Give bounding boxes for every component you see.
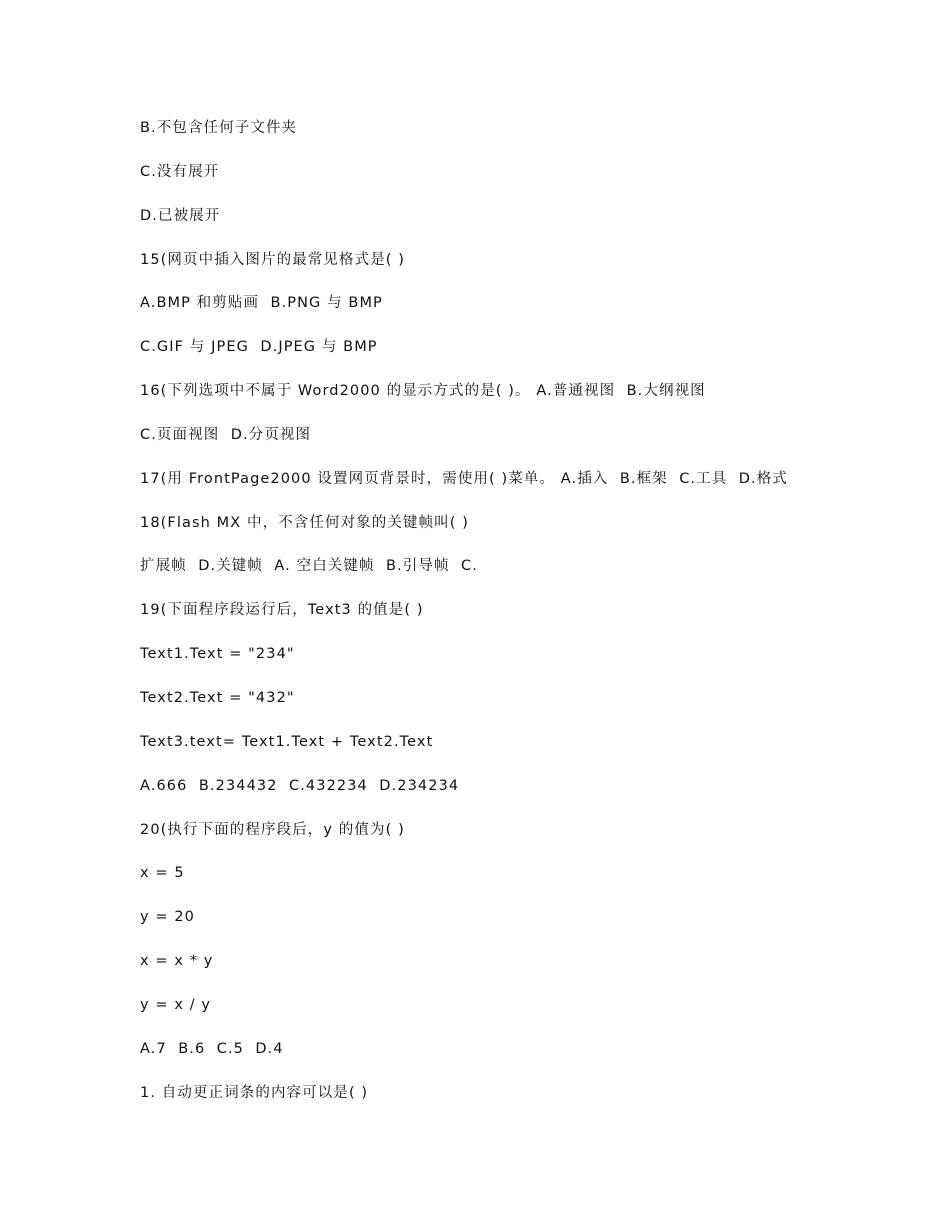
- code-line: x = x * y: [140, 953, 214, 970]
- option-line: C.没有展开: [140, 163, 220, 180]
- question-16-options-cd: C.页面视图 D.分页视图: [140, 426, 312, 443]
- question-20: 20(执行下面的程序段后，y 的值为( ): [140, 821, 405, 838]
- code-line: y = 20: [140, 909, 195, 926]
- question-1: 1. 自动更正词条的内容可以是( ): [140, 1084, 369, 1101]
- code-line: Text2.Text = "432": [140, 689, 295, 706]
- option-line: B.不包含任何子文件夹: [140, 120, 298, 136]
- option-line: D.已被展开: [140, 207, 221, 224]
- question-16: 16(下列选项中不属于 Word2000 的显示方式的是( )。 A.普通视图 B.大纲视图: [140, 383, 706, 400]
- document-body: [140, 116, 920, 1124]
- question-20-options: A.7 B.6 C.5 D.4: [140, 1040, 284, 1057]
- code-line: y = x / y: [140, 996, 212, 1013]
- question-17: 17(用 FrontPage2000 设置网页背景时，需使用( )菜单。 A.插入 B.框架 C.工具 D.格式: [140, 470, 788, 487]
- code-line: Text1.Text = "234": [140, 646, 295, 663]
- code-line: x = 5: [140, 865, 185, 882]
- question-15-options-cd: C.GIF 与 JPEG D.JPEG 与 BMP: [140, 339, 378, 356]
- question-19-options: A.666 B.234432 C.432234 D.234234: [140, 777, 460, 794]
- question-19: 19(下面程序段运行后，Text3 的值是( ): [140, 602, 424, 619]
- question-15: 15(网页中插入图片的最常见格式是( ): [140, 251, 406, 268]
- question-18-options: 扩展帧 D.关键帧 A. 空白关键帧 B.引导帧 C.: [140, 558, 478, 575]
- question-18: 18(Flash MX 中，不含任何对象的关键帧叫( ): [140, 514, 469, 531]
- code-line: Text3.text= Text1.Text + Text2.Text: [140, 733, 434, 750]
- question-15-options-ab: A.BMP 和剪贴画 B.PNG 与 BMP: [140, 295, 383, 312]
